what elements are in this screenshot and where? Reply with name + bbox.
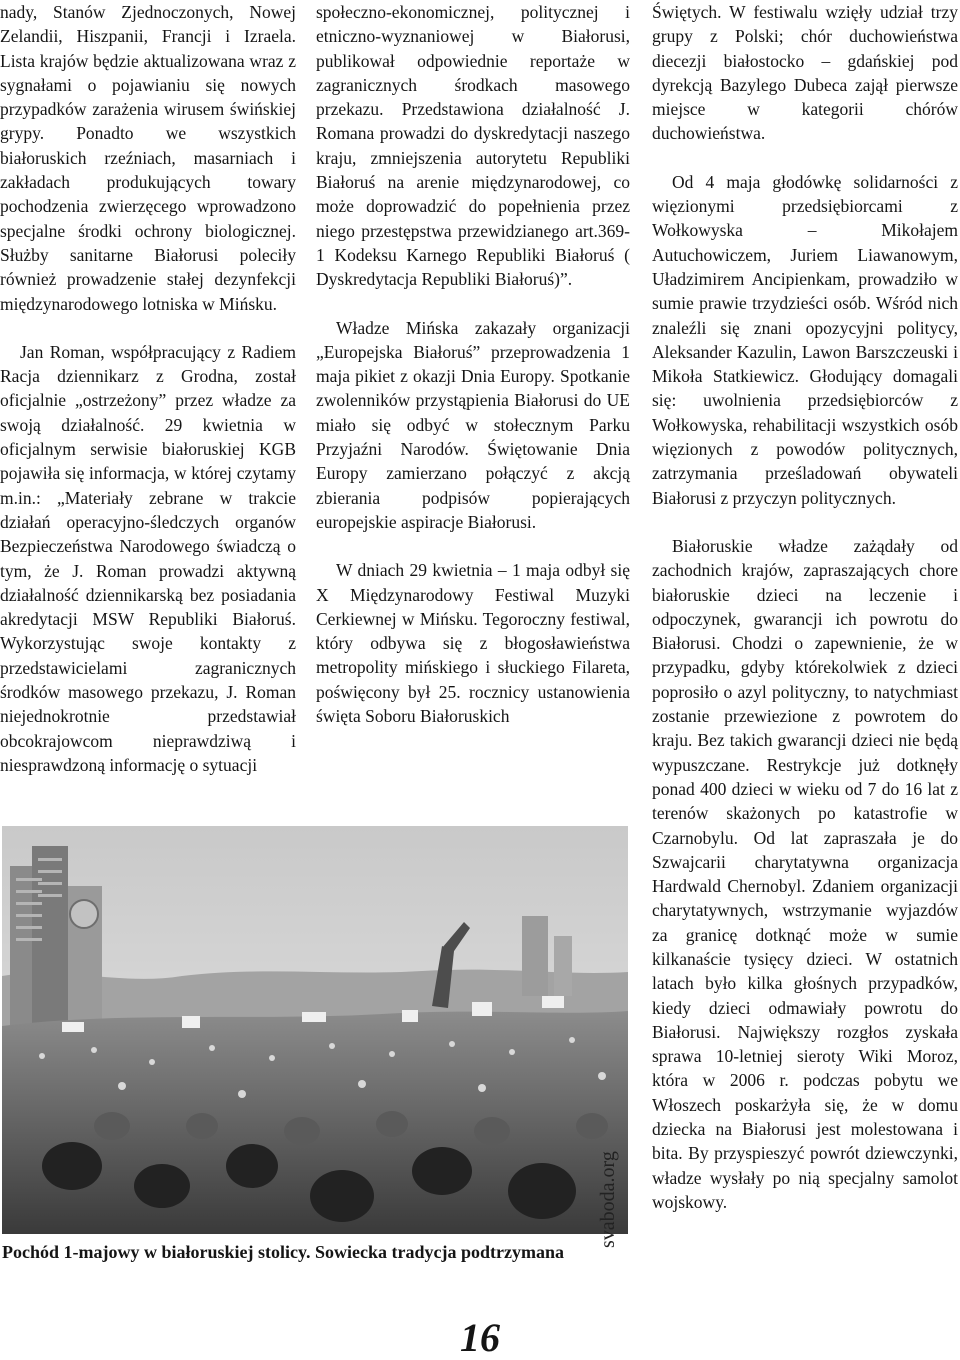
paragraph-festival-continued: Świętych. W festiwalu wzięły udział trzy grupy z Polski; chór duchowieństwa diecezji białostocko – gdańskiej pod dyrekcją Bazylego Dubeca zajął pierwsze miejsce w kategorii chórów duchowieństwa. [652, 2, 958, 144]
paragraph-children-guarantees: Białoruskie władze zażądały od zachodnich krajów, zapraszających chore białoruskie dzieci na leczenie i odpoczynek, gwarancji ich powrotu do Białorusi. Chodzi o zapewnienie, że w przypadku, gdyby którekolwiek z dzieci poprosiło o azyl polityczny, to natychmiast zostanie przewiezione z powrotem do kraju. Bez takich gwarancji dzieci nie będą wypuszczane. Restrykcje już dotknęły ponad 400 dzieci w wieku od 7 do 16 lat z terenów skażonych po katastrofie w Czarnobylu. Od lat zapraszała je do Szwajcarii charytatywna organizacja Hardwald Chernobyl. Zdaniem organizacji charytatywnych, wstrzymanie wyjazdów za granicę dotknąć może w sumie kilkanaście tysięcy dzieci. W ostatnich latach było kilka głośnych przypadków, kiedy dzieci odmawiały powrotu do Białorusi. Największy rozgłos zyskała sprawa 10-letniej sieroty Wiki Moroz, która w 2006 r. podczas pobytu we Włoszech poskarżyła się, że w domu dziecka na Białorusi jest molestowana i bita. By przyspieszyć powrót dziewczynki, władze wysłały po nią specjalny samolot wojskowy. [652, 535, 958, 1212]
paragraph-hunger-strike: Od 4 maja głodówkę solidarności z więzionymi przedsiębiorcami z Wołkowyska – Mikołajem Autuchowiczem, Juriem Liawanowym, Uładzimirem Ancipienkam, prowadziło w sumie prawie trzydzieści osób. Wśród nich znaleźli się znani opozycyjni politycy, Aleksander Kazulin, Lawon Barszczeuski i Mikoła Statkiewicz. Głodujący domagali się: uwolnienia przedsiębiorców z Wołkowyska, rehabilitacji wszystkich osób więzionych z powodów politycznych, zatrzymania prześladowań obywateli Białorusi z przyczyn politycznych. [652, 171, 958, 508]
article-column-3 [652, 0, 958, 1214]
article-column-1 [0, 0, 296, 777]
photo-credit: svaboda.org [597, 1151, 619, 1248]
photo-caption: Pochód 1-majowy w białoruskiej stolicy. Sowiecka tradycja podtrzymana [2, 1242, 564, 1262]
paragraph-church-music-festival: W dniach 29 kwietnia – 1 maja odbył się X Międzynarodowy Festiwal Muzyki Cerkiewnej w Mińsku. Tegoroczny festiwal, który odbywa się z błogosławieństwa metropolity mińskiego i słuckiego Filareta, poświęcony był 25. rocznicy ustanowienia święta Soboru Białoruskich [316, 560, 630, 727]
paragraph-swine-flu: nady, Stanów Zjednoczonych, Nowej Zelandii, Hiszpanii, Francji i Izraela. Lista krajów będzie aktualizowana wraz z sygnałami o pojawianiu się nowych przypadków zarażenia wirusem świńskiej grypy. Ponadto we wszystkich białoruskich rzeźniach, masarniach i zakładach produkujących towary pochodzenia zwierzęcego wprowadzono specjalne środki ochrony biologicznej. Służby sanitarne Białorusi poleciły również prowadzenie stałej dezynfekcji międzynarodowego lotniska w Mińsku. [0, 2, 296, 314]
paragraph-europe-day: Władze Mińska zakazały organizacji „Europejska Białoruś” przeprowadzenia 1 maja pikiet z okazji Dnia Europy. Spotkanie zwolenników przystąpienia Białorusi do UE miało się odbyć w stołecznym Parku Przyjaźni Narodów. Świętowanie Dnia Europy zamierzano połączyć z akcją zbierania podpisów popierających europejskie aspiracje Białorusi. [316, 317, 630, 532]
may-day-march-photo [2, 826, 628, 1234]
paragraph-jan-roman: Jan Roman, współpracujący z Radiem Racja dziennikarz z Grodna, został oficjalnie „ostrzeżony” przez władze za swoją działalność. 29 kwietnia w oficjalnym serwisie białoruskiej KGB pojawiła się informacja, w której czytamy m.in.: „Materiały zebrane w trakcie działań operacyjno-śledczych organów Bezpieczeństwa Narodowego świadczą o tym, że J. Roman prowadzi aktywną działalność dziennikarską bez posiadania akredytacji MSW Republiki Białoruś. Wykorzystując swoje kontakty z przedstawicielami zagranicznych środków masowego przekazu, J. Roman niejednokrotnie przedstawiał obcokrajowcom nieprawdziwą i niesprawdzoną informację o sytuacji [0, 341, 296, 775]
paragraph-jan-roman-continued: społeczno-ekonomicznej, politycznej i etniczno-wyznaniowej w Białorusi, publikował odpowiednie reportaże w zagranicznych środkach masowego przekazu. Przedstawiona działalność J. Romana prowadzi do dyskredytacji naszego kraju, zmniejszenia autorytetu Republiki Białoruś na arenie międzynarodowej, co może doprowadzić do popełnienia przez niego przestępstwa przewidzianego art.369-1 Kodeksu Karnego Republiki Białoruś ( Dyskredytacja Republiki Białoruś)”. [316, 2, 630, 290]
article-column-2 [316, 0, 630, 728]
page-number: 16 [460, 1315, 500, 1360]
